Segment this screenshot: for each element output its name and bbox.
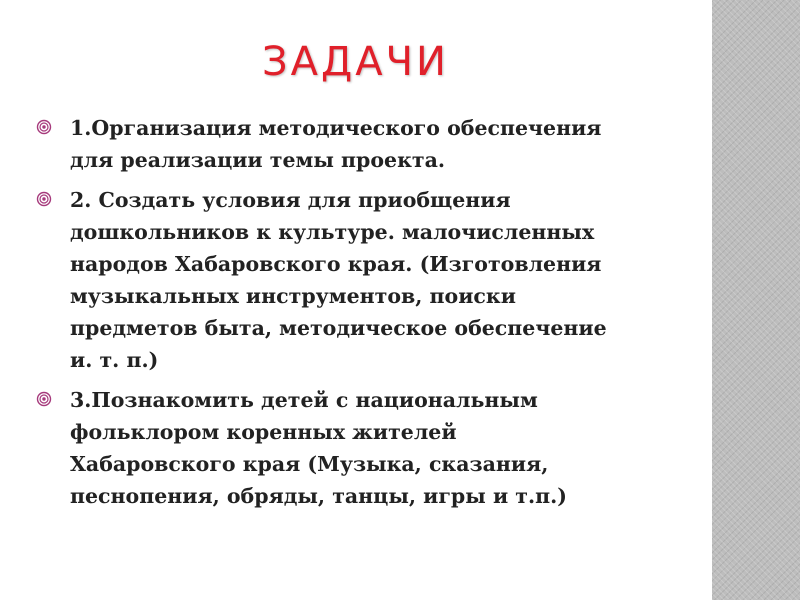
decorative-sidebar <box>712 0 800 600</box>
list-item <box>36 384 656 512</box>
list-item <box>36 184 656 376</box>
task-text: 3.Познакомить детей с национальным фольклором коренных жителей Хабаровского края (Музыка, сказания, песнопения, обряды, танцы, игры и т.п.) <box>70 388 567 508</box>
concentric-circle-bullet-icon <box>36 391 52 407</box>
slide-title: ЗАДАЧИ <box>262 39 449 85</box>
concentric-circle-bullet-icon <box>36 119 52 135</box>
task-text: 2. Создать условия для приобщения дошкольников к культуре. малочисленных народов Хабаровского края. (Изготовления музыкальных инструментов, поиски предметов быта, методическое обеспечение и. т. п.) <box>70 188 607 372</box>
list-item <box>36 112 656 176</box>
concentric-circle-bullet-icon <box>36 191 52 207</box>
task-list <box>36 112 656 520</box>
task-text: 1.Организация методического обеспечения для реализации темы проекта. <box>70 116 602 172</box>
